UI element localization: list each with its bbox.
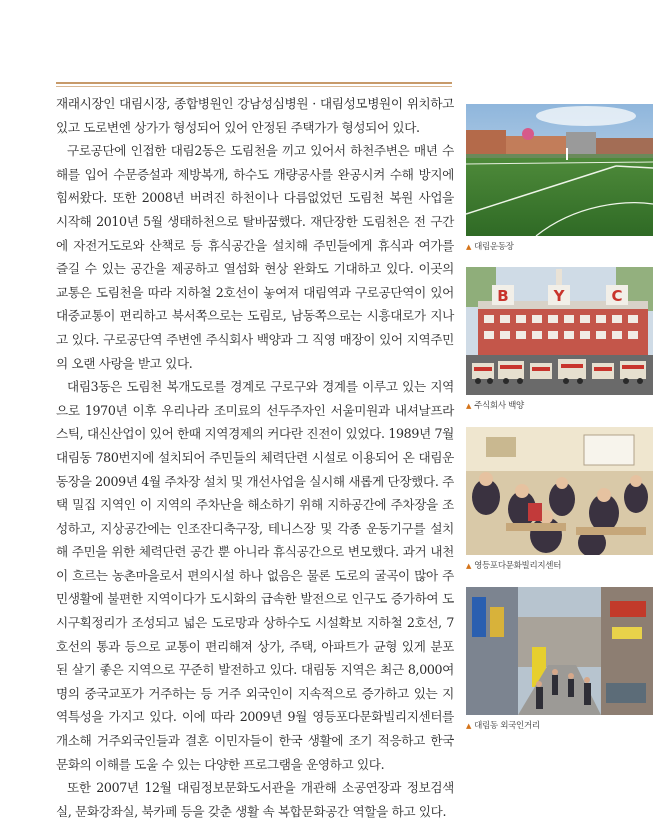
paragraph-3: 대림3동은 도림천 복개도로를 경계로 구로구와 경계를 이루고 있는 지역으로 1970년 이후 우리나라 조미료의 선두주자인 서울미원과 내셔날프라스틱, 대신산업이 있어 한때 지역경제의 커다란 진전이 있었다. 1989년 7월 대림동 780번지에 설치되어 주민들의 체력단련 시설로 이용되어 온 대림운동장을 2009년 4월 주차장 설치 및 개선사업을 실시해 새롭게 단장했다. 주택 밀집 지역인 이 지역의 주차난을 해소하기 위해 지하공간에 주차장을 조성하고, 지상공간에는 인조잔디축구장, 테니스장 및 각종 운동기구를 설치해 주민을 위한 체력단련 공간 뿐 아니라 휴식공간으로 변모했다. 과거 내천이 흐르는 농촌마을로서 편의시설 하나 없음은 물론 도로의 굴곡이 많아 주민생활에 불편한 지역이다가 도시화의 급속한 발전으로 인구도 증가하여 도시구획정리가 조성되고 넓은 도로망과 상하수도 시설확보 지하철 2호선, 7호선의 통과 등으로 교통이 편리해져 상가, 주택, 아파트가 균형 있게 분포된 살기 좋은 지역으로 꾸준히 발전하고 있다. 대림동 지역은 최근 8,000여명의 중국교포가 거주하는 등 거주 외국인이 지속적으로 증가하고 있는 지역특성을 가지고 있다. 이에 따라 2009년 9월 영등포다문화빌리지센터를 개소해 거주외국인들과 결혼 이민자들이 한국 생활에 조기 적응하고 한국 문화의 이해를 도울 수 있는 다양한 프로그램을 운영하고 있다.	[56, 379, 454, 772]
header-rule	[56, 82, 452, 87]
figure-foreigners-street	[466, 587, 653, 731]
paragraph-4: 또한 2007년 12월 대림정보문화도서관을 개관해 소공연장과 정보검색실, 문화강좌실, 북카페 등을 갖춘 생활 속 복합문화공간 역할을 하고 있다.	[56, 780, 454, 819]
caption-stadium: ▲ 대림운동장	[466, 242, 514, 252]
caption-byc: ▲ 주식회사 백양	[466, 401, 524, 411]
caption-multicultural-center: ▲ 영등포다문화빌리지센터	[466, 561, 562, 571]
body-text	[56, 92, 454, 823]
sign-letter-y: Y	[553, 287, 565, 305]
street-photo	[466, 587, 653, 715]
triangle-marker-icon: ▲	[466, 243, 472, 251]
triangle-marker-icon: ▲	[466, 402, 472, 410]
triangle-marker-icon: ▲	[466, 562, 472, 570]
figure-stadium	[466, 104, 653, 252]
triangle-marker-icon: ▲	[466, 722, 472, 730]
figure-multicultural-center	[466, 427, 653, 571]
paragraph-1: 재래시장인 대림시장, 종합병원인 강남성심병원 · 대림성모병원이 위치하고 있고 도로변엔 상가가 형성되어 있어 안정된 주택가가 형성되어 있다.	[56, 96, 454, 135]
caption-foreigners-street: ▲ 대림동 외국인거리	[466, 721, 540, 731]
stadium-photo	[466, 104, 653, 236]
sign-letter-b: B	[497, 287, 509, 305]
paragraph-2: 구로공단에 인접한 대림2동은 도림천을 끼고 있어서 하천주변은 매년 수해를 입어 수문증설과 제방복개, 하수도 개량공사를 완공시켜 수해 방지에 힘써왔다. 또한 2008년 버려진 하천이나 다름없었던 도림천 복원 사업을 시작해 2010년 5월 생태하천으로 탈바꿈했다. 재단장한 도림천은 전 구간에 자전거도로와 산책로 등 휴식공간을 설치해 주민들에게 휴식과 여가를 즐길 수 있는 공간을 제공하고 열섬화 현상 완화도 기대하고 있다. 이곳의 교통은 도림천을 따라 지하철 2호선이 놓여져 대림역과 구로공단역이 있어 대중교통이 편리하고 북서쪽으로는 도림로, 남동쪽으로는 시흥대로가 지나고 있다. 구로공단역 주변엔 주식회사 백양과 그 직영 매장이 있어 지역주민의 오랜 사랑을 받고 있다.	[56, 143, 454, 371]
classroom-photo	[466, 427, 653, 555]
byc-photo	[466, 267, 653, 395]
sign-letter-c: C	[611, 287, 623, 305]
figure-byc	[466, 267, 653, 411]
